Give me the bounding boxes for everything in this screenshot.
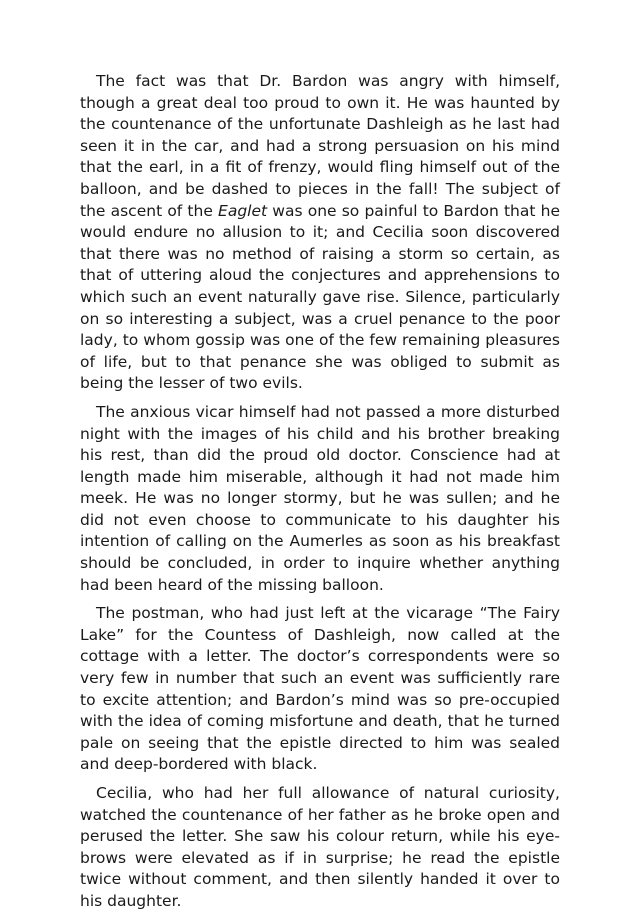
paragraph-1-text-start: The fact was that Dr. Bardon was angry with himself, though a great deal too proud to own it. He was haunted by the countenance of the unfortunate Dashleigh as he last had seen it in the car, and had a strong persuasion on his mind that the earl, in a fit of frenzy, would fling himself out of the balloon, and be dashed to pieces in the fall! The subject of the ascent of the (80, 72, 560, 220)
paragraph-2: The anxious vicar himself had not passed a more disturbed night with the images of his child and his brother breaking his rest, than did the proud old doctor. Conscience had at length made him miserable, although it had not made him meek. He was no longer stormy, but he was sullen; and he did not even choose to communicate to his daughter his intention of calling on the Aumerles as soon as his breakfast should be concluded, in order to inquire whether anything had been heard of the missing balloon. (80, 402, 560, 594)
page-text (80, 71, 560, 920)
paragraph-1 (80, 71, 560, 395)
ship-name-emphasis: Eaglet (218, 201, 268, 220)
paragraph-4: Cecilia, who had her full allowance of natural curiosity, watched the countenance of her father as he broke open and perused the letter. She saw his colour return, while his eye-brows were elevated as if in surprise; he read the epistle twice without comment, and then silently handed it over to his daughter. (80, 784, 560, 910)
paragraph-3: The postman, who had just left at the vicarage “The Fairy Lake” for the Countess of Dashleigh, now called at the cottage with a letter. The doctor’s correspondents were so very few in number that such an event was sufficiently rare to excite attention; and Bardon’s mind was so pre-occupied with the idea of coming misfortune and death, that he turned pale on seeing that the epistle directed to him was sealed and deep-bordered with black. (80, 604, 560, 774)
paragraph-1-text-end: was one so painful to Bardon that he would endure no allusion to it; and Cecilia soon discovered that there was no method of raising a storm so certain, as that of uttering aloud the conjectures and apprehensions to which such an event naturally gave rise. Silence, particularly on so interesting a subject, was a cruel penance to the poor lady, to whom gossip was one of the few remaining pleasures of life, but to that penance she was obliged to submit as being the lesser of two evils. (80, 201, 560, 393)
